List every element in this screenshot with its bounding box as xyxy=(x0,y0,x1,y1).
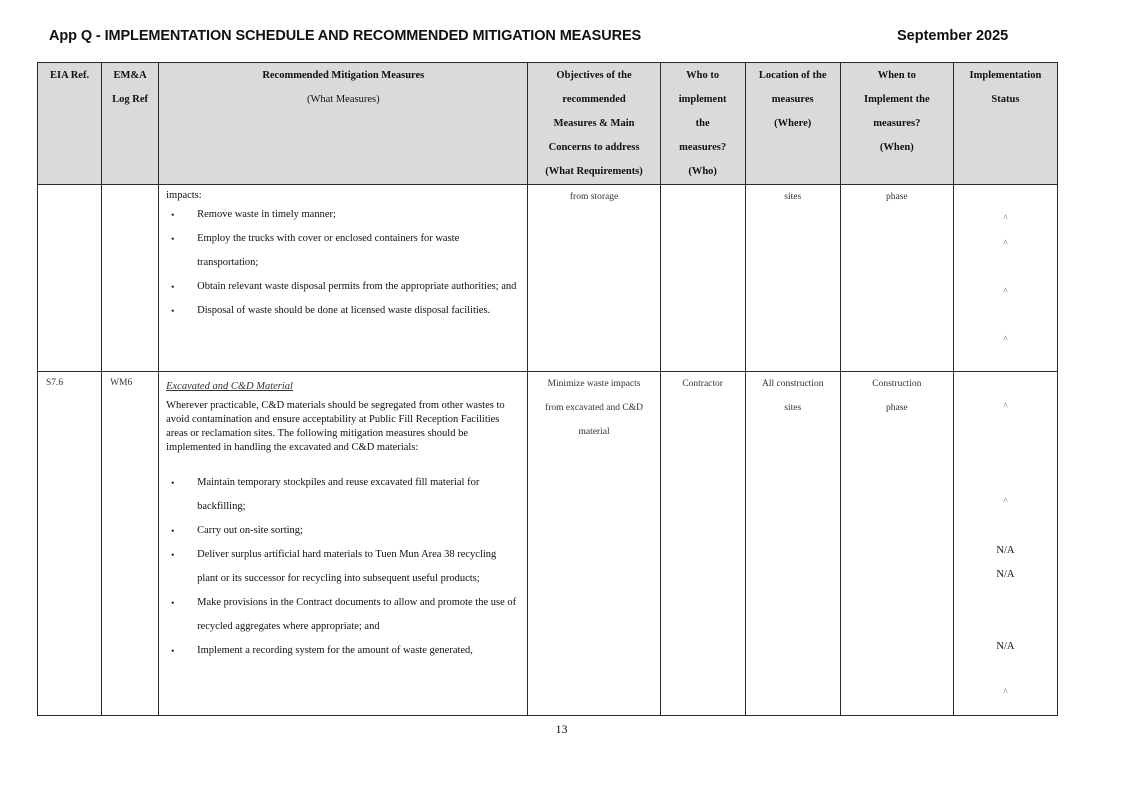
list-item: • Disposal of waste should be done at licensed waste disposal facilities. xyxy=(166,299,519,323)
list-item: • Deliver surplus artificial hard materials to Tuen Mun Area 38 recycling plant or its successor for recycling into subsequent useful products; xyxy=(166,543,519,591)
list-item: • Employ the trucks with cover or enclosed containers for waste transportation; xyxy=(166,227,519,275)
status-mark: N/A xyxy=(996,569,1015,580)
status-mark: ^ xyxy=(1003,286,1008,296)
column-header-who: Who to implement the measures? (Who) xyxy=(660,63,745,185)
objectives-cell: from storage xyxy=(528,185,660,372)
measures-lead-text: impacts: xyxy=(166,190,202,201)
table-header-row xyxy=(38,63,1058,185)
column-header-eia-ref: EIA Ref. xyxy=(38,63,102,185)
list-item: • Carry out on-site sorting; xyxy=(166,519,519,543)
list-item: • Remove waste in timely manner; xyxy=(166,203,519,227)
table-row xyxy=(38,372,1058,716)
status-cell xyxy=(953,185,1057,372)
status-mark: ^ xyxy=(1003,496,1008,506)
status-mark: ^ xyxy=(1003,213,1008,223)
log-ref-cell: WM6 xyxy=(102,372,159,716)
list-item: • Make provisions in the Contract documents to allow and promote the use of recycled aggregates where appropriate; and xyxy=(166,591,519,639)
log-ref-cell xyxy=(102,185,159,372)
page-number: 13 xyxy=(555,722,568,736)
measures-cell xyxy=(159,185,528,372)
measures-paragraph: Wherever practicable, C&D materials should be segregated from other wastes to avoid contamination and ensure acceptability at Public Fill Reception Facilities areas or reclamation sites. The following mitigation measures should be implemented in handling the excavated and C&D materials: xyxy=(166,400,505,453)
mitigation-measures-table xyxy=(37,62,1058,716)
column-header-objectives: Objectives of the recommended Measures & Main Concerns to address (What Requirements) xyxy=(528,63,660,185)
location-cell: All construction sites xyxy=(745,372,840,716)
who-cell xyxy=(660,185,745,372)
list-item: • Obtain relevant waste disposal permits from the appropriate authorities; and xyxy=(166,275,519,299)
measures-heading: Excavated and C&D Material xyxy=(166,381,293,392)
list-item: • Maintain temporary stockpiles and reuse excavated fill material for backfilling; xyxy=(166,471,519,519)
status-mark: ^ xyxy=(1003,238,1008,248)
column-header-when: When to Implement the measures? (When) xyxy=(840,63,953,185)
list-item: • Implement a recording system for the amount of waste generated, xyxy=(166,639,519,663)
status-mark: ^ xyxy=(1003,401,1008,411)
status-cell xyxy=(953,372,1057,716)
column-header-measures: Recommended Mitigation Measures (What Measures) xyxy=(159,63,528,185)
document-title: App Q - IMPLEMENTATION SCHEDULE AND RECOMMENDED MITIGATION MEASURES xyxy=(49,28,642,44)
objectives-cell: Minimize waste impacts from excavated and C&D material xyxy=(528,372,660,716)
who-cell: Contractor xyxy=(660,372,745,716)
measures-cell xyxy=(159,372,528,716)
location-cell: sites xyxy=(745,185,840,372)
status-mark: N/A xyxy=(996,641,1015,652)
status-mark: ^ xyxy=(1003,334,1008,344)
measures-bullet-list xyxy=(166,203,519,323)
measures-bullet-list xyxy=(166,471,519,663)
eia-ref-cell: S7.6 xyxy=(38,372,102,716)
column-header-log-ref: EM&A Log Ref xyxy=(102,63,159,185)
when-cell: Construction phase xyxy=(840,372,953,716)
status-mark: N/A xyxy=(996,545,1015,556)
table-row xyxy=(38,185,1058,372)
when-cell: phase xyxy=(840,185,953,372)
status-mark: ^ xyxy=(1003,687,1008,697)
eia-ref-cell xyxy=(38,185,102,372)
column-header-location: Location of the measures (Where) xyxy=(745,63,840,185)
document-date: September 2025 xyxy=(897,28,1009,44)
column-header-status: Implementation Status xyxy=(953,63,1057,185)
